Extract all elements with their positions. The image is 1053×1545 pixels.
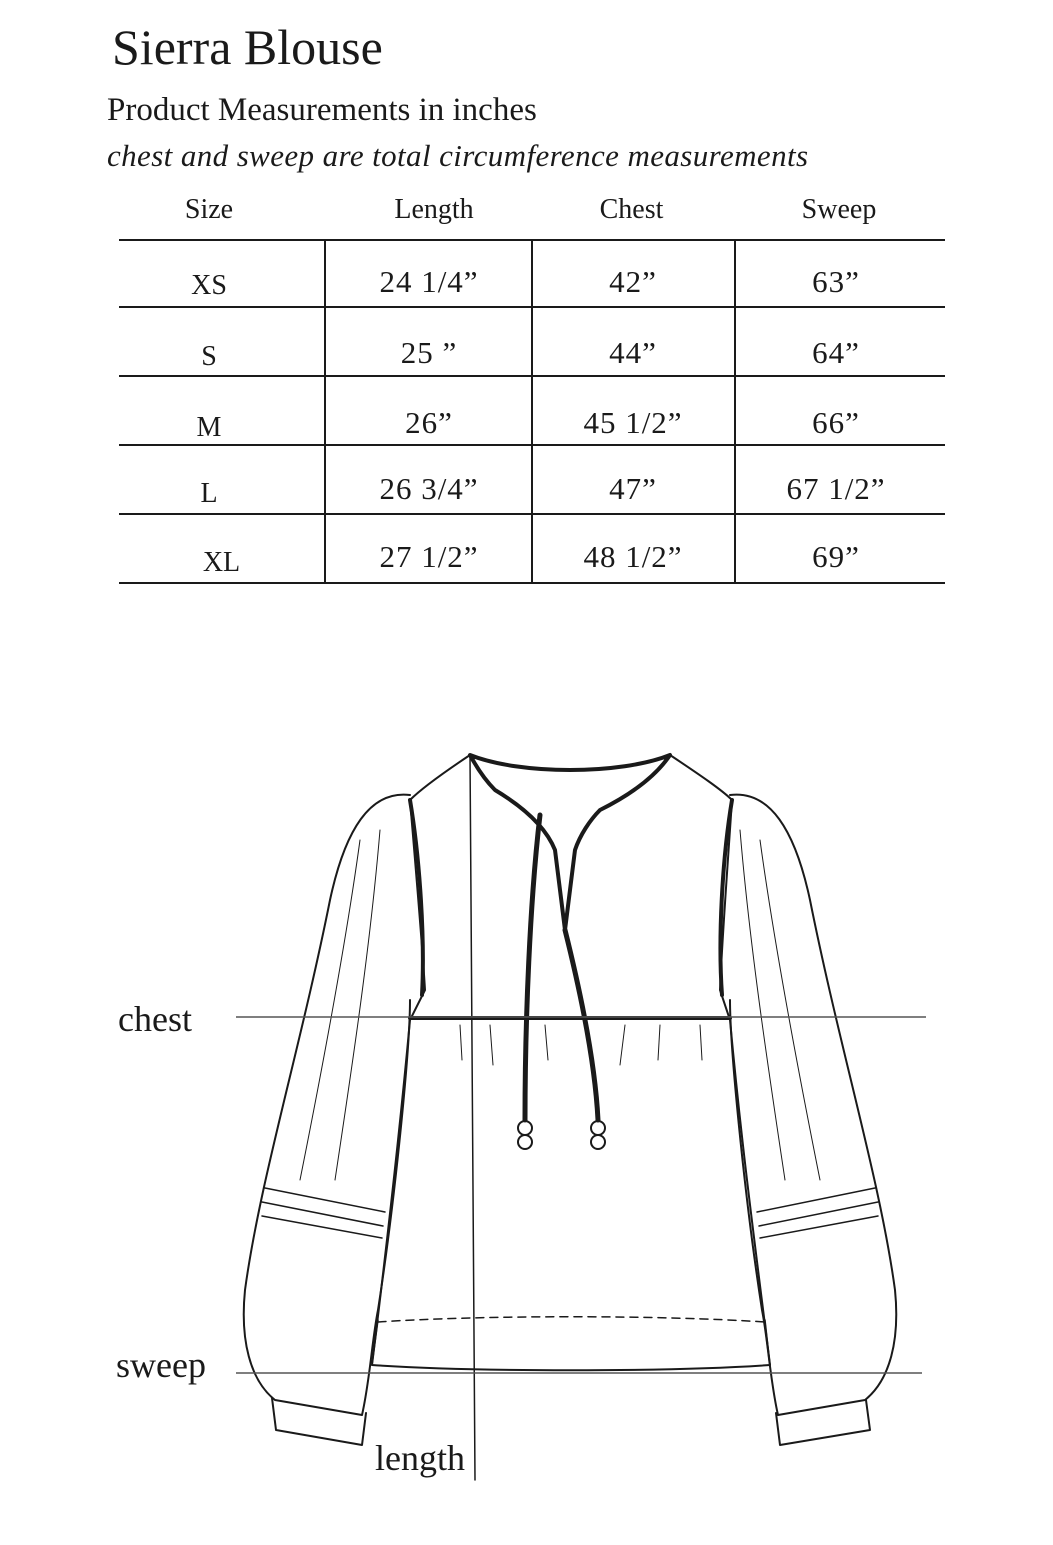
header-length: Length xyxy=(394,194,474,225)
left-cuff xyxy=(272,1398,366,1445)
table-cell-size: XL xyxy=(202,547,241,578)
right-embroidery-band xyxy=(757,1188,878,1238)
right-tie-bead xyxy=(591,1121,605,1135)
neckline xyxy=(470,755,670,930)
table-cell-chest: 48 1/2” xyxy=(583,539,683,574)
measurement-note: chest and sweep are total circumference measurements xyxy=(107,138,809,173)
left-tie-bead xyxy=(518,1121,532,1135)
table-cell-chest: 42” xyxy=(609,264,657,299)
table-cell-chest: 44” xyxy=(609,335,657,370)
table-cell-length: 26” xyxy=(405,405,453,440)
hem-stitch xyxy=(378,1317,765,1322)
right-tie-bead xyxy=(591,1135,605,1149)
header-chest: Chest xyxy=(599,194,664,225)
left-embroidery-band xyxy=(262,1188,385,1238)
table-cell-size: XS xyxy=(191,270,227,301)
table-cell-sweep: 67 1/2” xyxy=(786,471,886,506)
table-cell-sweep: 64” xyxy=(812,335,860,370)
table-cell-size: L xyxy=(200,478,218,509)
header-sweep: Sweep xyxy=(801,194,877,225)
table-cell-length: 26 3/4” xyxy=(379,471,479,506)
product-subtitle: Product Measurements in inches xyxy=(107,92,537,128)
length-label: length xyxy=(375,1438,465,1478)
right-sleeve xyxy=(730,795,896,1415)
placket-line xyxy=(470,755,475,1480)
table-cell-chest: 45 1/2” xyxy=(583,405,683,440)
blouse-illustration xyxy=(0,600,1053,1541)
table-column-divider xyxy=(324,240,326,583)
table-cell-length: 27 1/2” xyxy=(379,539,479,574)
table-cell-chest: 47” xyxy=(609,471,657,506)
table-cell-length: 25 ” xyxy=(400,335,458,370)
table-cell-sweep: 63” xyxy=(812,264,860,299)
blouse-body xyxy=(372,755,770,1370)
garment-diagram xyxy=(0,600,1053,1541)
side-slit-right xyxy=(765,1320,770,1365)
header-size: Size xyxy=(184,194,234,225)
sweep-label: sweep xyxy=(116,1345,206,1385)
left-tie-bead xyxy=(518,1135,532,1149)
table-cell-length: 24 1/4” xyxy=(379,264,479,299)
table-cell-sweep: 66” xyxy=(812,405,860,440)
right-tie xyxy=(565,930,598,1120)
table-cell-size: M xyxy=(196,412,222,443)
table-cell-sweep: 69” xyxy=(812,539,860,574)
left-tie xyxy=(525,815,540,1120)
table-cell-size: S xyxy=(201,341,217,372)
product-title: Sierra Blouse xyxy=(112,19,383,75)
chest-label: chest xyxy=(118,999,192,1039)
body-gathers xyxy=(460,1025,702,1065)
size-chart-table xyxy=(119,196,945,586)
